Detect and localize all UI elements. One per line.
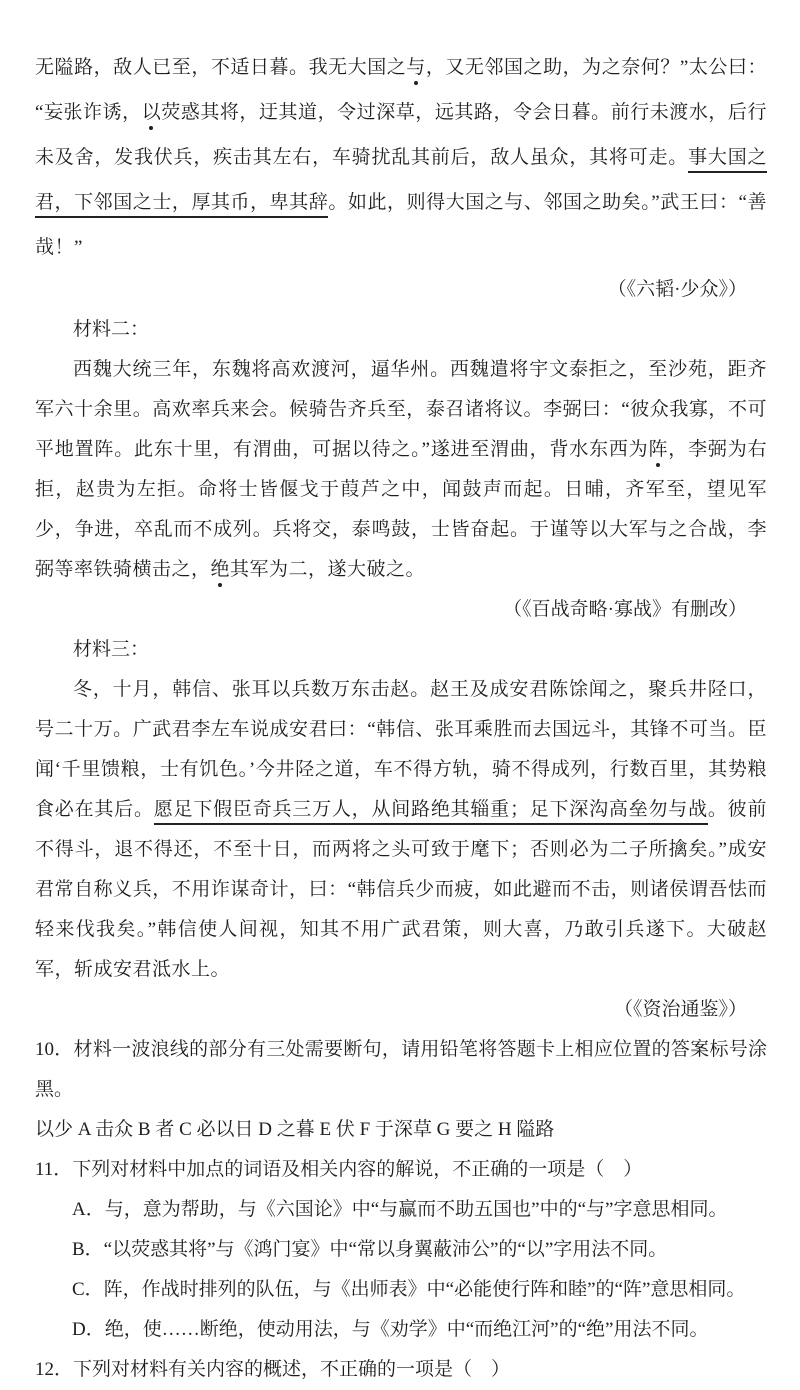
- question-11-option-a: A．与，意为帮助，与《六国论》中“与赢而不助五国也”中的“与”字意思相同。: [72, 1199, 728, 1220]
- emphasized-char: 以: [141, 102, 162, 123]
- material-1-citation: （《六韬·少众》）: [607, 279, 747, 300]
- question-10-number: 10．: [35, 1039, 74, 1060]
- question-11-number: 11．: [35, 1159, 73, 1180]
- passage-text: 。彼前不得斗，退不得还，不至十日，而两将之头可致于麾下；否则必为二子所擒矣。”成安君常自称义兵，不用诈谋奇计，曰：“韩信兵少而疲，如此避而不击，则诸侯谓吾怯而轻来伐我矣。”韩信使人间视，知其不用广武君策，则大喜，乃敢引兵遂下。大破赵军，斩成安君泜水上。: [35, 799, 767, 980]
- emphasized-char: 绝: [210, 559, 231, 580]
- passage-text: 冬，十月，韩信、张耳以兵数万东击赵。赵王及成安君陈馀闻之，聚兵井陉口，号二十万。广武君李左车说成安君曰：“韩信、张耳乘胜而去国远斗，其锋不可当。臣闻‘千里馈粮，士有饥色。’今井陉之道，车不得方轨，骑不得成列，行数百里，其势粮食必在其后。: [35, 679, 767, 820]
- question-10-segmentation-line: 以少 A 击众 B 者 C 必以日 D 之暮 E 伏 F 于深草 G 要之 H 隘路: [35, 1119, 555, 1140]
- passage-text: ，又无邻国之助，为之奈何？”太公曰：“妄张诈诱，: [35, 57, 767, 123]
- question-11-option-d: D．绝，使……断绝，使动用法，与《劝学》中“而绝江河”的“绝”用法不同。: [72, 1319, 709, 1340]
- question-11-option-c: C．阵，作战时排列的队伍，与《出师表》中“必能使行阵和睦”的“阵”意思相同。: [72, 1279, 746, 1300]
- question-12-stem: [35, 1350, 767, 1390]
- material-2-paragraph: [35, 350, 767, 590]
- reading-passage: [35, 45, 767, 1030]
- material-3-citation: （《资治通鉴》）: [613, 999, 747, 1020]
- passage-text: 西魏大统三年，东魏将高欢渡河，逼华州。西魏遣将宇文泰拒之，至沙苑，距齐军六十余里。高欢率兵来会。候骑告齐兵至，泰召诸将议。李弼曰：“彼众我寡，不可平地置阵。此东十里，有渭曲，可据以待之。”遂进至渭曲，背水东西为: [35, 359, 767, 460]
- question-11-text: 下列对材料中加点的词语及相关内容的解说，不正确的一项是（ ）: [72, 1159, 643, 1180]
- underlined-text: 事大国之君，下邻国之士，厚其币，卑其辞: [35, 147, 767, 218]
- passage-text: 荧惑其将，迂其道，令过深草，远其路，令会日暮。前行未渡水，后行未及舍，发我伏兵，疾击其左右，车骑扰乱其前后，敌人虽众，其将可走。: [35, 102, 767, 168]
- material-1-paragraph: [35, 45, 767, 270]
- underlined-text: 愿足下假臣奇兵三万人，从间路绝其辎重；足下深沟高垒勿与战: [154, 799, 708, 825]
- question-10-text: 材料一波浪线的部分有三处需要断句，请用铅笔将答题卡上相应位置的答案标号涂黑。: [35, 1039, 767, 1100]
- question-section: [35, 1030, 767, 1390]
- passage-text: 无隘路，敌人已至，不适日暮。我无大国之: [35, 57, 407, 78]
- material-2-label: 材料二：: [73, 319, 150, 340]
- passage-text: ，李弼为右拒，赵贵为左拒。命将士皆偃戈于葭芦之中，闻鼓声而起。日晡，齐军至，望见军少，争进，卒乱而不成列。兵将交，泰鸣鼓，士皆奋起。于谨等以大军与之合战，李弼等率铁骑横击之，: [35, 439, 767, 580]
- material-3-label: 材料三：: [73, 639, 150, 660]
- emphasized-char: 与: [406, 57, 426, 78]
- question-10-stem: [35, 1030, 767, 1110]
- passage-text: 。如此，则得大国之与、邻国之助矣。”武王曰：“善哉！”: [35, 192, 767, 258]
- material-2-citation: （《百战奇略·寡战》有删改）: [503, 599, 747, 620]
- question-12-text: 下列对材料有关内容的概述，不正确的一项是（ ）: [73, 1359, 511, 1380]
- emphasized-char: 阵: [648, 439, 669, 460]
- question-12-number: 12．: [35, 1359, 74, 1380]
- material-3-paragraph: [35, 670, 767, 990]
- question-11-option-b: B．“以荧惑其将”与《鸿门宴》中“常以身翼蔽沛公”的“以”字用法不同。: [72, 1239, 668, 1260]
- passage-text: 其军为二，遂大破之。: [230, 559, 426, 580]
- question-11-stem: [35, 1150, 767, 1190]
